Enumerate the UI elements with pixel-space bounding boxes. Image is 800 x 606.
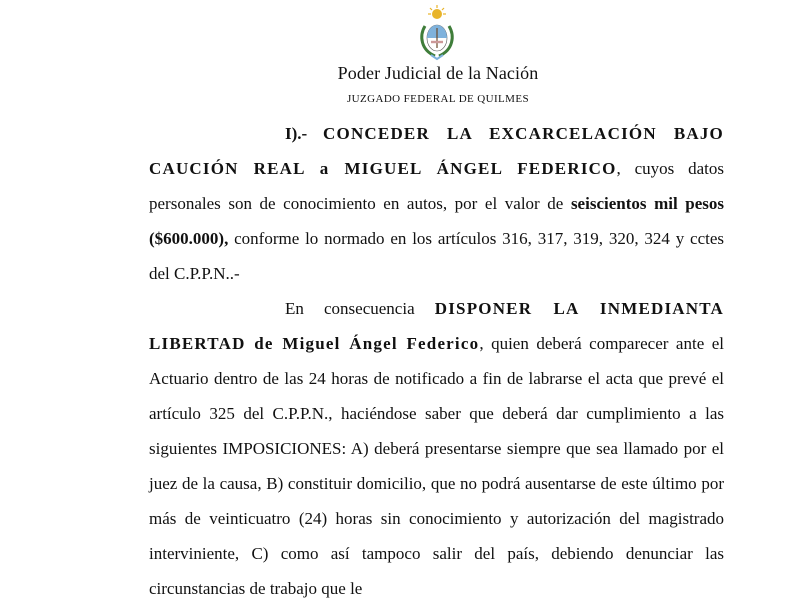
- paragraph-2-text-1: , quien deberá comparecer ante el Actuario dentro de las 24 horas de notificado a fin de labrarse el acta que prevé el artículo 325 del C.P.P.N., haciéndose saber que deberá dar cumplimiento a las siguientes IMPOSICIONES: A) deberá presentarse siempre que sea llamado por el juez de la causa, B) constituir domicilio, que no podrá ausentarse de este último por más de veinticuatro (24) horas sin conocimiento y autorización del magistrado interviniente, C) como así tampoco salir del país, debiendo denunciar las circunstancias de trabajo que le: [149, 334, 725, 598]
- paragraph-2: [149, 291, 724, 606]
- paragraph-1-text-1: , cuyos datos personales son de conocimiento en autos, por el valor de: [149, 159, 724, 213]
- document-body: [149, 116, 724, 606]
- paragraph-2-lead: En consecuencia: [285, 299, 435, 318]
- paragraph-1-bold-1: CONCEDER LA EXCARCELACIÓN BAJO CAUCIÓN REAL a MIGUEL ÁNGEL FEDERICO: [149, 124, 724, 178]
- argentina-coat-of-arms-icon: [417, 4, 457, 62]
- header-subtitle: JUZGADO FEDERAL DE QUILMES: [346, 93, 529, 105]
- paragraph-2-bold-1: DISPONER LA INMEDIANTA LIBERTAD de Miguel Ángel Federico: [149, 299, 724, 353]
- paragraph-1-lead: I).-: [285, 124, 324, 143]
- paragraph-1-bold-2: seiscientos mil pesos ($600.000),: [149, 194, 725, 248]
- paragraph-1-text-2: conforme lo normado en los artículos 316, 317, 319, 320, 324 y cctes del C.P.P.N..-: [149, 229, 724, 283]
- paragraph-1: [149, 116, 724, 291]
- header-title: Poder Judicial de la Nación: [337, 63, 539, 83]
